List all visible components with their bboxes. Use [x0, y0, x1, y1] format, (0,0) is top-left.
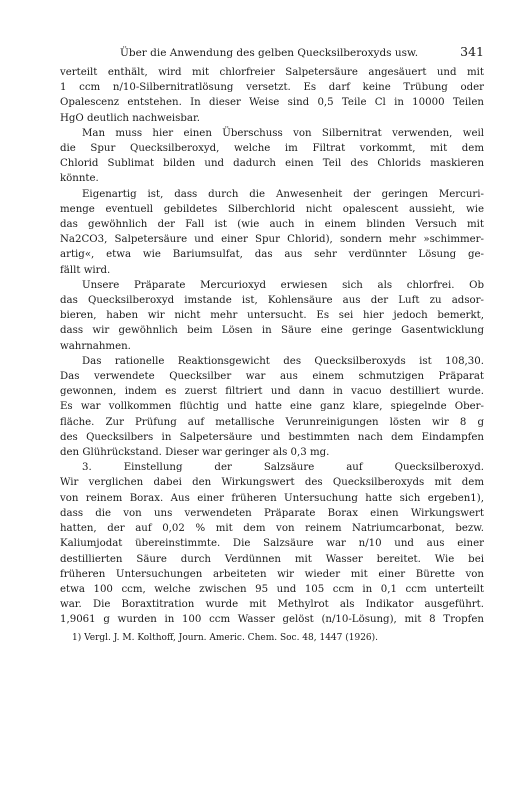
text-line: 1,9061 g wurden in 100 ccm Wasser gelöst (n/10-Lösung), mit 8 Tropfen — [60, 614, 484, 626]
text-line: früheren Untersuchungen arbeiteten wir wieder mit einer Bürette von — [60, 568, 484, 580]
text-line: dass die von uns verwendeten Präparate Borax einen Wirkungswert — [60, 507, 484, 519]
text-line: war. Die Boraxtitration wurde mit Methylrot als Indikator ausgeführt. — [60, 599, 484, 611]
text-line: den Glührückstand. Dieser war geringer als 0,3 mg. — [60, 447, 330, 459]
text-line: fläche. Zur Prüfung auf metallische Verunreinigungen lösten wir 8 g — [60, 416, 484, 428]
text-line: Kaliumjodat übereinstimmte. Die Salzsäure war n/10 und aus einer — [60, 538, 484, 550]
text-line: 1 ccm n/10-Silbernitratlösung versetzt. Es darf keine Trübung oder — [60, 82, 484, 94]
text-line: könnte. — [60, 173, 99, 185]
text-line: Es war vollkommen flüchtig und hatte eine ganz klare, spiegelnde Ober- — [60, 401, 484, 413]
text-line: das Quecksilberoxyd imstande ist, Kohlensäure aus der Luft zu adsor- — [60, 295, 484, 307]
text-line: Das rationelle Reaktionsgewicht des Quecksilberoxyds ist 108,30. — [82, 355, 484, 367]
text-line: wahrnahmen. — [60, 340, 131, 352]
text-line: Chlorid Sublimat bilden und dadurch einen Teil des Chlorids maskieren — [60, 158, 484, 170]
text-line: Unsere Präparate Mercurioxyd erwiesen sich als chlorfrei. Ob — [82, 279, 484, 291]
text-line: artig«, etwa wie Bariumsulfat, das aus sehr verdünnter Lösung ge- — [60, 249, 484, 261]
text-line: fällt wird. — [60, 264, 111, 276]
text-line: die Spur Quecksilberoxyd, welche im Filtrat vorkommt, mit dem — [60, 143, 484, 155]
text-line: Man muss hier einen Überschuss von Silbernitrat verwenden, weil — [82, 127, 484, 139]
text-line: hatten, der auf 0,02 % mit dem von reinem Natriumcarbonat, bezw. — [60, 523, 484, 535]
page-number: 341 — [460, 44, 484, 59]
text-line: Na2CO3, Salpetersäure und einer Spur Chlorid), sondern mehr »schimmer- — [60, 234, 484, 246]
text-line: Wir verglichen dabei den Wirkungswert des Quecksilberoxyds mit dem — [60, 477, 484, 489]
running-title: Über die Anwendung des gelben Quecksilberoxyds usw. — [120, 47, 419, 59]
text-line: menge eventuell gebildetes Silberchlorid nicht opalescent aussieht, wie — [60, 203, 484, 215]
text-line: Opalescenz entstehen. In dieser Weise sind 0,5 Teile Cl in 10000 Teilen — [60, 97, 484, 109]
text-line: verteilt enthält, wird mit chlorfreier Salpetersäure angesäuert und mit — [60, 67, 484, 78]
text-line: Eigenartig ist, dass durch die Anwesenheit der geringen Mercuri- — [82, 188, 484, 200]
text-line: HgO deutlich nachweisbar. — [60, 112, 200, 124]
text-line: etwa 100 ccm, welche zwischen 95 und 105 ccm in 0,1 ccm unterteilt — [60, 583, 484, 595]
text-line: bieren, haben wir nicht mehr untersucht. Es sei hier jedoch bemerkt, — [60, 310, 484, 322]
text-line: des Quecksilbers in Salpetersäure und bestimmten nach dem Eindampfen — [60, 431, 484, 443]
text-line: destillierten Säure durch Verdünnen mit Wasser bereitet. Wie bei — [60, 553, 484, 565]
footnote: 1) Vergl. J. M. Kolthoff, Journ. Americ. Chem. Soc. 48, 1447 (1926). — [72, 632, 379, 643]
text-line: gewonnen, indem es zuerst filtriert und dann in vacuo destilliert wurde. — [60, 386, 484, 398]
text-line: von reinem Borax. Aus einer früheren Untersuchung hatte sich ergeben1), — [60, 492, 484, 504]
body-text — [60, 65, 484, 628]
text-line: dass wir gewöhnlich beim Lösen in Säure eine geringe Gasentwicklung — [60, 325, 484, 337]
text-line: 3. Einstellung der Salzsäure auf Quecksilberoxyd. — [82, 462, 484, 474]
running-header — [60, 44, 484, 59]
text-line: das gewöhnlich der Fall ist (wie auch in einem blinden Versuch mit — [60, 219, 484, 231]
text-line: Das verwendete Quecksilber war aus einem schmutzigen Präparat — [60, 371, 484, 383]
